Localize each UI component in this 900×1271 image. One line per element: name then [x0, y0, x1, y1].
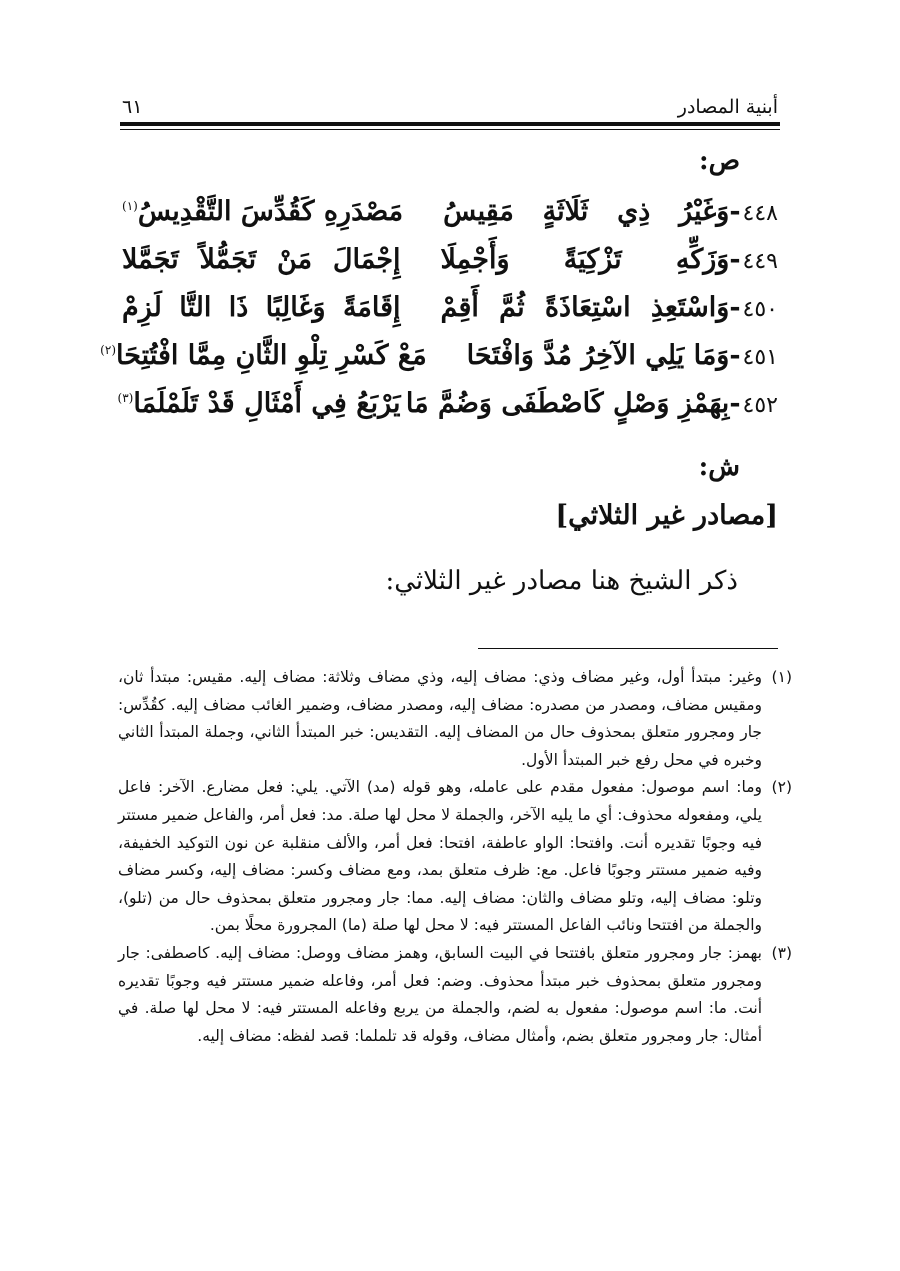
- footnote-ref: (١): [122, 199, 138, 213]
- footnote-text: وغير: مبتدأ أول، وغير مضاف وذي: مضاف إليه، وذي مضاف وثلاثة: مضاف إليه. مقيس: مبتدأ ثان، ومقيس مضاف، ومصدر من مصدره: مضاف إليه، ومصدر مضاف، وضمير الغائب مضاف إليه. كقُدِّس: جار ومجرور متعلق بمحذوف حال من المضاف إليه. التقديس: خبر المبتدأ الثاني، وجملة المبتدأ الثاني وخبره في محل رفع خبر المبتدأ الأول.: [118, 668, 762, 769]
- verse-first-hemistich: -وَمَا يَلِي الآخِرُ مُدَّ وَافْتَحَا: [466, 340, 741, 371]
- footnote-text: بهمز: جار ومجرور متعلق بافتتحا في البيت السابق، وهمز مضاف ووصل: مضاف إليه. كاصطفى: جار ومجرور متعلق بمحذوف خبر مبتدأ محذوف. وضم: فعل أمر، وفاعله ضمير مستتر فيه وجوبًا تقديره أنت. ما: اسم موصول: مفعول به لضم، والجملة من يربع وفاعله المستتر فيه: لا محل لها صلة. في أمثال: جار ومجرور متعلق بضم، وأمثال مضاف، وقوله قد تلملما: قصد لفظه: مضاف إليه.: [118, 943, 762, 1045]
- verse-line: [100, 340, 778, 388]
- poem-marker: ص:: [698, 146, 740, 176]
- verse-second-hemistich: إِجْمَالَ مَنْ تَجَمُّلاً تَجَمَّلا: [122, 244, 401, 275]
- verse-second-hemistich: يَرْبَعُ فِي أَمْثَالِ قَدْ تَلَمْلَمَا$^{(٣)}$: [117, 388, 401, 419]
- footnote: [118, 940, 792, 1050]
- verse-line: [122, 196, 778, 244]
- footnote-ref: (٣): [117, 391, 134, 405]
- footnote-number: (١): [771, 668, 792, 686]
- footnote: [118, 774, 792, 940]
- verse-line: [117, 388, 778, 436]
- verse-first-hemistich: -بِهَمْزِ وَصْلٍ كَاصْطَفَى وَضُمَّ مَا: [405, 388, 741, 419]
- footnote-number: (٢): [771, 778, 792, 797]
- footnote-ref: (٢): [100, 343, 116, 357]
- intro-paragraph: ذكر الشيخ هنا مصادر غير الثلاثي:: [385, 566, 738, 596]
- verse-first-hemistich: -وَغَيْرُ ذِي ثَلَاثَةٍ مَقِيسُ: [443, 196, 741, 227]
- footnote-number: (٣): [771, 943, 792, 962]
- verse-number: ٤٥٢: [742, 393, 778, 418]
- verse-first-hemistich: -وَاسْتَعِذِ اسْتِعَاذَةً ثُمَّ أَقِمْ: [440, 292, 741, 323]
- running-title: أبنية المصادر: [677, 96, 778, 118]
- header-rule-thin: [120, 129, 780, 130]
- verse-first-hemistich: -وَزَكِّهِ تَزْكِيَةً وَأَجْمِلَا: [440, 244, 741, 275]
- verse-second-hemistich: مَصْدَرِهِ كَقُدِّسَ التَّقْدِيسُ$^{(١)}$: [122, 196, 404, 227]
- footnotes: [118, 664, 792, 1050]
- verse-number: ٤٤٩: [742, 249, 778, 274]
- verse-number: ٤٤٨: [742, 201, 778, 226]
- page-header: [122, 88, 778, 118]
- commentary-marker: ش:: [698, 452, 740, 482]
- footnote-separator: [478, 648, 778, 649]
- header-rule-thick: [120, 122, 780, 126]
- verse-number: ٤٥٠: [742, 297, 778, 322]
- verse-number: ٤٥١: [742, 345, 778, 370]
- footnote: [118, 664, 792, 774]
- footnote-text: وما: اسم موصول: مفعول مقدم على عامله، وهو قوله (مد) الآتي. يلي: فعل مضارع. الآخر: فاعل يلي، ومفعوله محذوف: أي ما يليه الآخر، والجملة لا محل لها صلة. مد: فعل أمر، والفاعل ضمير مستتر فيه وجوبًا تقديره أنت. وافتحا: الواو عاطفة، افتحا: فعل أمر، والألف منقلبة عن نون التوكيد الخفيفة، وفيه ضمير مستتر وجوبًا فاعل. مع: ظرف متعلق بمد، ومع مضاف وكسر: مضاف إليه، وكسر مضاف وتلو: مضاف إليه، وتلو مضاف والثان: مضاف إليه. مما: جار ومجرور متعلق بمحذوف حال من (تلو)، والجملة من افتتحا ونائب الفاعل المستتر فيه: لا محل لها صلة (ما) المجرورة محلًا بمن.: [118, 778, 762, 935]
- verse-second-hemistich: مَعْ كَسْرِ تِلْوِ الثَّانِ مِمَّا افْتُتِحَا$^{(٢)}$: [100, 340, 427, 371]
- page-number: ٦١: [122, 96, 143, 118]
- verse-second-hemistich: إِقَامَةً وَغَالِبًا ذَا التَّا لَزِمْ: [122, 292, 401, 323]
- section-heading: [مصادر غير الثلاثي]: [555, 500, 778, 531]
- verse-line: [122, 244, 778, 292]
- verse-line: [122, 292, 778, 340]
- verse-block: [100, 196, 778, 436]
